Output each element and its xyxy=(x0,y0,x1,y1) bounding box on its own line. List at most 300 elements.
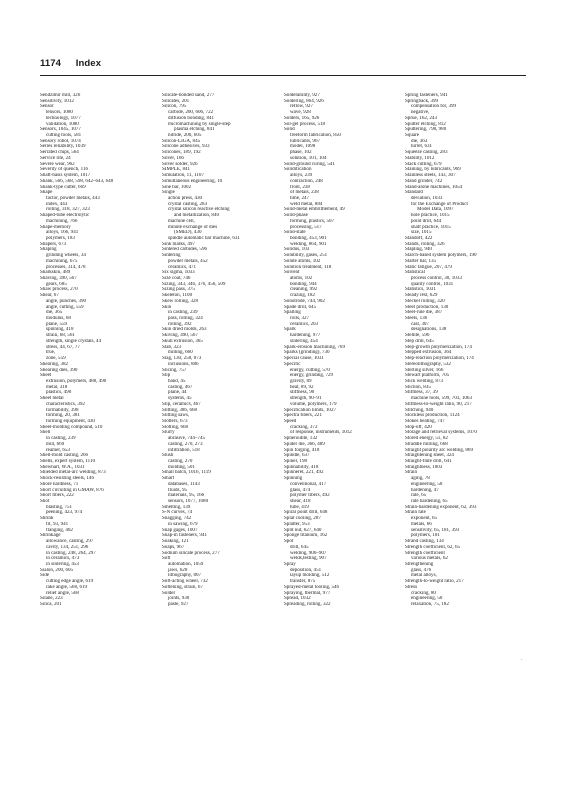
index-entry: Sizing, 343, 346, 376, 456, 509 xyxy=(162,281,226,287)
index-entry: cutting edge angle, 619 xyxy=(46,579,94,585)
index-entry: Sink marks, 497 xyxy=(162,241,195,247)
index-entry: grinding wheels, 34 xyxy=(46,253,86,259)
index-entry: Model Data, 1097 xyxy=(417,207,454,213)
index-entry: Spectra fibers, 221 xyxy=(284,413,322,419)
index-entry: Sensitivity, 1012 xyxy=(40,98,74,104)
index-entry: Slab, 323 xyxy=(162,344,182,350)
index-entry: weld metal, 884 xyxy=(290,201,323,207)
index-entry: Speed xyxy=(284,418,297,424)
index-entry: Spiral point drill, 648 xyxy=(284,510,328,516)
index-entry: time, 247 xyxy=(290,195,310,201)
index-entry: Shank-type cutter, 669 xyxy=(40,184,86,190)
index-entry: Spheroidite, 132 xyxy=(284,436,318,442)
index-entry: metal, 318 xyxy=(46,384,68,390)
index-entry: Slurry xyxy=(162,430,175,436)
index-entry: Specific xyxy=(284,361,301,367)
index-entry: Solid-phase xyxy=(284,213,308,219)
index-entry: Silicates, 201 xyxy=(162,98,190,104)
index-entry: Spin forging, 418 xyxy=(284,447,320,453)
index-entry: inclusions, 886 xyxy=(168,361,199,367)
index-entry: Solution treatment, 118 xyxy=(284,264,332,270)
index-entry: engineering, 58 xyxy=(411,481,443,487)
index-entry: transfer, 875 xyxy=(290,579,316,585)
index-entry: Silicon, 795 xyxy=(162,104,187,110)
index-entry: in sawing, 679 xyxy=(168,521,198,527)
index-entry: Stress xyxy=(405,584,418,590)
index-entry: wave, 928 xyxy=(290,110,311,116)
index-entry: cracking, 372 xyxy=(290,424,318,430)
index-entry: milling, 660 xyxy=(168,350,193,356)
index-entry: Stands, rolling, 326 xyxy=(405,241,445,247)
index-entry: Strength coefficient, 62, 65 xyxy=(405,544,460,550)
index-entry: Silane, 223 xyxy=(40,596,63,602)
index-entry: Sprayed-metal tooling, 546 xyxy=(284,584,340,590)
index-entry: Sheet metal xyxy=(40,396,64,402)
index-entry: Sensory robot, 1074 xyxy=(40,138,81,144)
index-entry: characteristics, 392 xyxy=(46,401,85,407)
index-entry: Sheet-molding compound, 510 xyxy=(40,424,103,430)
index-entry: Snap gages, 1007 xyxy=(162,527,198,533)
index-entry: Standard xyxy=(405,190,423,196)
index-entry: processing, 517 xyxy=(290,224,322,230)
index-entry: Silica, 201 xyxy=(40,601,62,607)
index-entry: Stop-off, 420 xyxy=(405,424,432,430)
index-entry: Solubility, gases, 251 xyxy=(284,253,328,259)
index-entry: process control, 30, 1033 xyxy=(411,276,462,281)
index-entry: tensors, 1080 xyxy=(46,110,73,116)
index-entry: forming equipment, 430 xyxy=(46,418,95,424)
index-entry: Shapers, 673 xyxy=(40,241,67,247)
index-entry: contraction, 248 xyxy=(290,178,323,184)
index-entry: rate, 65 xyxy=(411,493,427,499)
index-entry: die, 365 xyxy=(46,310,63,316)
index-entry: Sendzimir mill, 326 xyxy=(40,93,81,98)
index-entry: strength, single crystals, 44 xyxy=(46,338,102,344)
index-entry: polymers, 183 xyxy=(46,235,75,241)
index-entry: Silicone adhesives, 933 xyxy=(162,144,210,150)
index-entry: Stockless production, 1124 xyxy=(405,413,460,419)
index-entry: Step drill, 645 xyxy=(405,338,434,344)
index-entry: size, 1015 xyxy=(411,230,432,236)
index-entry: Staining, by lubricants, 969 xyxy=(405,167,461,173)
index-entry: Shewhart, W.A., 1031 xyxy=(40,464,85,470)
index-entry: Split nut, 627, 640 xyxy=(284,527,322,533)
index-entry: blasting, 751 xyxy=(46,504,73,510)
index-entry: polymer fibers, 492 xyxy=(290,493,330,499)
index-entry: Short circuiting in GMAW, 876 xyxy=(40,487,104,493)
index-entry: Shell xyxy=(40,430,51,436)
index-entry: Skeleton, 1100 xyxy=(162,293,193,299)
index-entry: Starter bar, 135 xyxy=(405,258,437,264)
index-entry: Stokes heating, 747 xyxy=(405,418,445,424)
index-entry: minute exchange of dies xyxy=(168,224,218,230)
index-entry: flanging, 402 xyxy=(46,527,73,533)
index-entry: metal alloys, xyxy=(411,573,437,579)
index-entry: plasma etching, 841 xyxy=(174,127,215,133)
index-entry: polymers, 181 xyxy=(411,533,440,539)
index-entry: freeform fabrication, 850 xyxy=(290,133,341,139)
index-entry: index, 443 xyxy=(46,201,68,207)
index-entry: Solid xyxy=(284,127,295,133)
index-entry: Sprue, 162, 243 xyxy=(405,115,437,121)
index-entry: Shape-memory xyxy=(40,224,71,230)
index-entry: Sputter etching, 812 xyxy=(405,121,446,127)
index-entry: Stepped extrusion, 364 xyxy=(405,350,452,356)
index-entry: Solder xyxy=(162,590,176,596)
index-entry: Solders, 165, 926 xyxy=(284,115,320,121)
index-entry: in ceramics, 473 xyxy=(46,556,80,562)
index-entry: micromachining by single-step xyxy=(168,121,231,127)
index-entry: Skin xyxy=(162,304,172,310)
index-entry: Shrinkage xyxy=(40,533,61,539)
index-entry: cleaning, 992 xyxy=(290,287,318,293)
index-entry: Squeeze casting, 283 xyxy=(405,150,448,156)
index-entry: model, 1098 xyxy=(290,144,316,150)
index-entry: of response, instruments, 1012 xyxy=(290,430,352,436)
index-entry: lubricants, 967 xyxy=(290,138,320,144)
index-entry: Spider die, 366, 489 xyxy=(284,441,325,447)
index-entry: Steel-rule die, 387 xyxy=(405,310,443,316)
index-entry: Straightening sheet, 324 xyxy=(405,453,454,459)
index-entry: negative, xyxy=(411,110,430,116)
index-entry: nitride, 200, 605 xyxy=(168,133,202,139)
index-entry: Springback, 399 xyxy=(405,98,439,104)
index-entry: Silver, 166 xyxy=(162,155,184,161)
index-entry: Stewart platform, 705 xyxy=(405,373,450,379)
index-entry: Stored energy, 51, 82 xyxy=(405,436,448,442)
index-entry: alloys, 239 xyxy=(290,173,313,179)
index-entry: band, 45 xyxy=(168,378,186,384)
index-entry: Stitching, 940 xyxy=(405,407,434,413)
index-entry: cast, 307 xyxy=(411,321,429,327)
index-entry: Starch-based system polymers, 190 xyxy=(405,253,477,259)
index-entry: Strength-to-weight ratio, 217 xyxy=(405,579,464,585)
index-entry: Shaped-tube electrolytic xyxy=(40,213,90,219)
index-entry: Solid-ground curing, 541 xyxy=(284,161,335,167)
index-entry: welding, 906–907 xyxy=(290,550,327,556)
index-entry: cracking, 80 xyxy=(411,590,436,596)
index-entry: atoms, 102 xyxy=(290,276,313,281)
index-entry: various metals, 62 xyxy=(411,556,448,562)
index-entry: pass, rolling, 324 xyxy=(168,316,203,322)
index-entry: stiffness, 90 xyxy=(290,390,315,396)
index-entry: Sonotrode, 744, 902 xyxy=(284,298,325,304)
index-entry: Spot xyxy=(284,539,294,545)
index-entry: Size coat, 746 xyxy=(162,276,191,281)
index-entry: rolls, 327 xyxy=(290,316,310,322)
index-entry: in casting, 239 xyxy=(168,310,198,316)
index-entry: molding, 501 xyxy=(168,464,195,470)
index-entry: relief angle, 568 xyxy=(46,590,79,596)
index-entry: Shank, 566, 568, 598, 642–643, 648 xyxy=(40,178,114,184)
index-entry: in sintering, 453 xyxy=(46,561,79,567)
header-rule xyxy=(40,75,526,76)
index-entry: Shot xyxy=(40,499,50,505)
index-entry: Shielded metal-arc welding, 873 xyxy=(40,470,106,476)
index-entry: bonding, 944 xyxy=(290,281,317,287)
index-entry: Sialon, 200, 605 xyxy=(40,567,74,573)
index-entry: crystal casting, 283 xyxy=(168,201,208,207)
index-entry: hardening, 977 xyxy=(290,333,321,339)
index-entry: Storage and retrieval systems, 1070 xyxy=(405,430,477,436)
index-entry: layup molding, 512 xyxy=(290,573,330,579)
index-entry: strength, 90–91 xyxy=(290,396,322,402)
index-entry: energy, cutting, 570 xyxy=(290,367,330,373)
index-entry: Stand grinder, 742 xyxy=(405,178,443,184)
index-entry: abrasive, 744–745 xyxy=(168,436,206,442)
index-entry: shaft practice, 1015 xyxy=(411,224,451,230)
index-entry: technology, 1077 xyxy=(46,115,81,121)
index-entry: Straightness, 1003 xyxy=(405,464,443,470)
index-entry: Sterling silver, 166 xyxy=(405,367,444,373)
index-entry: Silicon-LIGA, 845 xyxy=(162,138,201,144)
index-entry: Step-growth polymerization, 174 xyxy=(405,344,472,350)
index-entry: Shells, expert system, 1110 xyxy=(40,459,95,464)
index-entry: Snagging, 742 xyxy=(162,516,192,522)
index-entry: Spade drill, 645 xyxy=(284,304,317,310)
index-entry: Stability, 1012 xyxy=(405,155,435,161)
index-entry: allowance, casting, 297 xyxy=(46,539,94,545)
index-entry: phase, 102 xyxy=(290,150,312,156)
index-entry: plane, 44 xyxy=(168,390,187,396)
index-entry: Spray xyxy=(284,561,296,567)
section-title: Index xyxy=(75,58,102,69)
index-entry: aging, 78 xyxy=(411,476,430,482)
index-entry: Snap-in fasteners, 941 xyxy=(162,533,207,539)
index-entry: Skiving, 490, 567 xyxy=(162,333,198,339)
index-entry: Silicate-bonded sand, 277 xyxy=(162,93,215,98)
index-entry: Stiffness-to-weight ratio, 90, 217 xyxy=(405,401,472,407)
index-entry: databases, 1143 xyxy=(168,481,200,487)
index-entry: volume, polymers, 179 xyxy=(290,401,337,407)
index-entry: rate hardening, 65 xyxy=(411,499,448,505)
index-entry: Sizing pass, 375 xyxy=(162,287,195,293)
index-entry: Soft xyxy=(162,556,171,562)
index-entry: and metallization, 840 xyxy=(174,213,219,219)
index-entry: tube, 419 xyxy=(290,504,309,510)
index-entry: Spinneret, 221, 492 xyxy=(284,470,324,476)
index-entry: Simulation, 11, 1107 xyxy=(162,173,204,179)
index-entry: Statistical xyxy=(405,270,425,276)
index-entry: Sensors, 1045, 1077 xyxy=(40,127,81,133)
index-entry: Skin dried molds, 263 xyxy=(162,327,207,333)
index-entry: Sintered carbides, 596 xyxy=(162,247,207,253)
index-entry: rake angle, 568, 619 xyxy=(46,584,88,590)
index-entry: Solvent xyxy=(284,270,300,276)
index-entry: Stack cutting, 679 xyxy=(405,161,442,167)
index-entry: materials, 95, 166 xyxy=(168,493,205,499)
index-entry: peening, 423, 974 xyxy=(46,510,83,516)
index-entry: SIMPLE, 841 xyxy=(162,167,191,173)
index-entry: formability, 398 xyxy=(46,407,79,413)
index-entry: cavity, 134, 251, 296 xyxy=(46,544,89,550)
index-entry: Spinnability, 418 xyxy=(284,464,319,470)
index-entry: Stand-alone machines, 1054 xyxy=(405,184,463,190)
index-entry: conventional, 417 xyxy=(290,481,327,487)
index-entry: Strain xyxy=(405,470,418,476)
index-entry: Short fibers, 222 xyxy=(40,493,74,499)
index-entry: Specification limits, 1027 xyxy=(284,407,337,413)
index-entry: cutting tools, 581 xyxy=(46,133,82,139)
index-entry: Spreading, rolling, 322 xyxy=(284,601,331,607)
index-column-1 xyxy=(40,93,158,608)
index-entry: sintering, 454 xyxy=(290,338,318,344)
index-entry: Sine bar, 1002 xyxy=(162,184,192,190)
index-entry: Shock-resisting steels, 146 xyxy=(40,476,94,482)
index-entry: Solderability, 927 xyxy=(284,93,320,98)
index-entry: plane, 559 xyxy=(46,321,68,327)
index-entry: ceramics, 203 xyxy=(290,321,319,327)
index-entry: designations, 138 xyxy=(411,327,447,333)
index-entry: Six sigma, 1033 xyxy=(162,270,195,276)
index-entry: glass, 474 xyxy=(290,487,311,493)
page-number: 1174 xyxy=(40,58,62,69)
index-entry: Sol-gel process, 518 xyxy=(284,121,326,127)
index-entry: Shaft-basis system, 1017 xyxy=(40,173,91,179)
index-entry: spinning, 418 xyxy=(46,327,74,333)
index-entry: Straddle milling, 668 xyxy=(405,441,448,447)
index-entry: hole practice, 1015 xyxy=(411,213,450,219)
index-entry: fit, 93, 941 xyxy=(46,521,69,527)
index-entry: Sparks (grinding), 730 xyxy=(284,350,330,356)
index-entry: sensitivity, 65, 181, 393 xyxy=(411,527,460,533)
index-entry: mill, 669 xyxy=(46,441,65,447)
index-entry: Stapling, 940 xyxy=(405,247,432,253)
index-entry: engineering, 58 xyxy=(411,596,443,602)
index-entry: Smart xyxy=(162,476,175,482)
index-entry: Shear, 67 xyxy=(40,293,59,299)
index-entry: glass, 476 xyxy=(411,567,432,573)
index-entry: Slotting, 668 xyxy=(162,424,189,430)
index-entry: Spring fasteners, 941 xyxy=(405,93,448,98)
index-entry: of metals, 238 xyxy=(290,190,319,196)
index-entry: Serrated chips, 564 xyxy=(40,150,79,156)
index-entry: Sputtering, 798, 980 xyxy=(405,127,447,133)
index-entry: Spinning xyxy=(284,476,303,482)
index-entry: Statistics, 1031 xyxy=(405,287,436,293)
index-entry: front, 238 xyxy=(290,184,310,190)
index-entry: (SMED), 430 xyxy=(174,230,202,236)
index-entry: Splatter, 953 xyxy=(284,521,310,527)
index-entry: sensors, 1077, 1080 xyxy=(168,499,209,505)
index-entry: Stellite, 596 xyxy=(405,333,430,339)
index-entry: crazing, 182 xyxy=(290,293,315,299)
index-entry: processes, 314, 478 xyxy=(46,264,86,270)
index-entry: stress, 44, 67, 77 xyxy=(46,344,80,350)
index-entry: Stereolithography, 532 xyxy=(405,361,451,367)
index-entry: Soaking, 121 xyxy=(162,539,189,545)
index-entry: Sharkskin, 489 xyxy=(40,270,71,276)
index-entry: Strain rate xyxy=(405,510,426,516)
index-entry: solution, 101, 104 xyxy=(290,155,327,161)
index-entry: Steckel rolling, 320 xyxy=(405,298,445,304)
index-entry: reflow, 927 xyxy=(290,104,313,110)
index-entry: Solidus, 103 xyxy=(284,247,310,253)
index-entry: Service life, 24 xyxy=(40,155,71,161)
index-entry: jaws, 628 xyxy=(168,567,188,573)
index-entry: Special cause, 1031 xyxy=(284,356,324,362)
index-entry: Strengthening xyxy=(405,561,434,567)
index-entry: reamer, 653 xyxy=(46,447,70,453)
index-entry: in casting, 248, 264, 297 xyxy=(46,550,96,556)
index-entry: Spark-erosion machining, 769 xyxy=(284,344,345,350)
index-entry: Strain-hardening exponent, 62, 393 xyxy=(405,504,477,510)
index-entry: drill, 645 xyxy=(290,544,309,550)
index-entry: Spread, 1032 xyxy=(284,596,311,602)
index-entry: validation, 1080 xyxy=(46,121,79,127)
index-column-4 xyxy=(405,93,523,608)
index-entry: Slotters, 673 xyxy=(162,418,188,424)
index-entry: S-N curves, 74 xyxy=(162,510,193,516)
index-entry: Steel production, 130 xyxy=(405,304,449,310)
index-entry: metals, 66 xyxy=(411,521,432,527)
index-entry: Shearing, 382 xyxy=(40,361,69,367)
index-entry: Series reliability, 1039 xyxy=(40,144,86,150)
page-header xyxy=(40,58,101,69)
index-entry: Slitting saws, xyxy=(162,413,190,419)
index-entry: Simultaneous engineering, 10 xyxy=(162,178,223,184)
index-entry: plastics, 490 xyxy=(46,390,72,396)
index-entry: Stiction, 835 xyxy=(405,384,431,390)
index-entry: quality control, 1031 xyxy=(411,281,454,287)
index-entry: modulus, 68 xyxy=(46,316,71,322)
index-entry: forming, plastics, 507 xyxy=(290,218,335,224)
index-entry: forming, 20, 381 xyxy=(46,413,80,419)
index-entry: Standoff, 422 xyxy=(405,235,433,241)
index-entry: infiltration, 518 xyxy=(168,447,200,453)
index-entry: angle, cutting, 559 xyxy=(46,304,84,310)
index-entry: welding, 864, 901 xyxy=(290,241,327,247)
index-entry: Straight-flute drill, 641 xyxy=(405,459,452,464)
index-entry: machine cell, xyxy=(168,218,195,224)
index-entry: Step-reaction polymerization, 174 xyxy=(405,356,474,362)
index-entry: Shaving, 390, 567 xyxy=(40,276,77,281)
index-entry: gravity, 89 xyxy=(290,378,312,384)
index-entry: machine tools, 599, 703, 1063 xyxy=(411,396,472,402)
index-entry: Solid-metal embrittlement, 49 xyxy=(284,207,345,213)
index-entry: Silver solder, 926 xyxy=(162,161,198,167)
index-entry: fluids, 95 xyxy=(168,487,188,493)
index-entry: Slag, 130, 258, 873 xyxy=(162,356,202,362)
index-entry: casting, 467 xyxy=(168,384,193,390)
index-entry: Slitting, 386, 668 xyxy=(162,407,198,413)
index-entry: Spalling xyxy=(284,310,301,316)
index-entry: Spraying, thermal, 977 xyxy=(284,590,331,596)
index-entry: Spindle, 637 xyxy=(284,453,310,459)
index-entry: Slip xyxy=(162,373,171,379)
index-entry: Skew rolling, 328 xyxy=(162,298,199,304)
index-entry: Square xyxy=(405,133,420,139)
index-entry: Shell-mold casting, 266 xyxy=(40,453,89,459)
index-entry: Sensor xyxy=(40,104,54,110)
index-column-3 xyxy=(284,93,402,608)
index-entry: true, xyxy=(46,350,56,356)
index-entry: shear, 418 xyxy=(290,499,311,505)
index-entry: rolling, 392 xyxy=(168,321,192,327)
index-entry: Slush xyxy=(162,453,174,459)
index-entry: Silicones, 189, 192 xyxy=(162,150,201,156)
index-entry: action press, 430 xyxy=(168,195,203,201)
index-entry: die, 363 xyxy=(411,138,428,144)
index-entry: Solid-state xyxy=(284,230,306,236)
index-entry: spindle automatic bar machine, 631 xyxy=(168,235,240,241)
index-entry: Soldering, 864, 926 xyxy=(284,98,324,104)
index-entry: Spark xyxy=(284,327,296,333)
index-entry: deposition, 451 xyxy=(290,567,322,573)
index-entry: casting, 270, 273 xyxy=(168,441,203,447)
index-entry: Stainless steels, 143, 307 xyxy=(405,173,456,179)
index-entry: bonding, 453, 901 xyxy=(290,235,327,241)
